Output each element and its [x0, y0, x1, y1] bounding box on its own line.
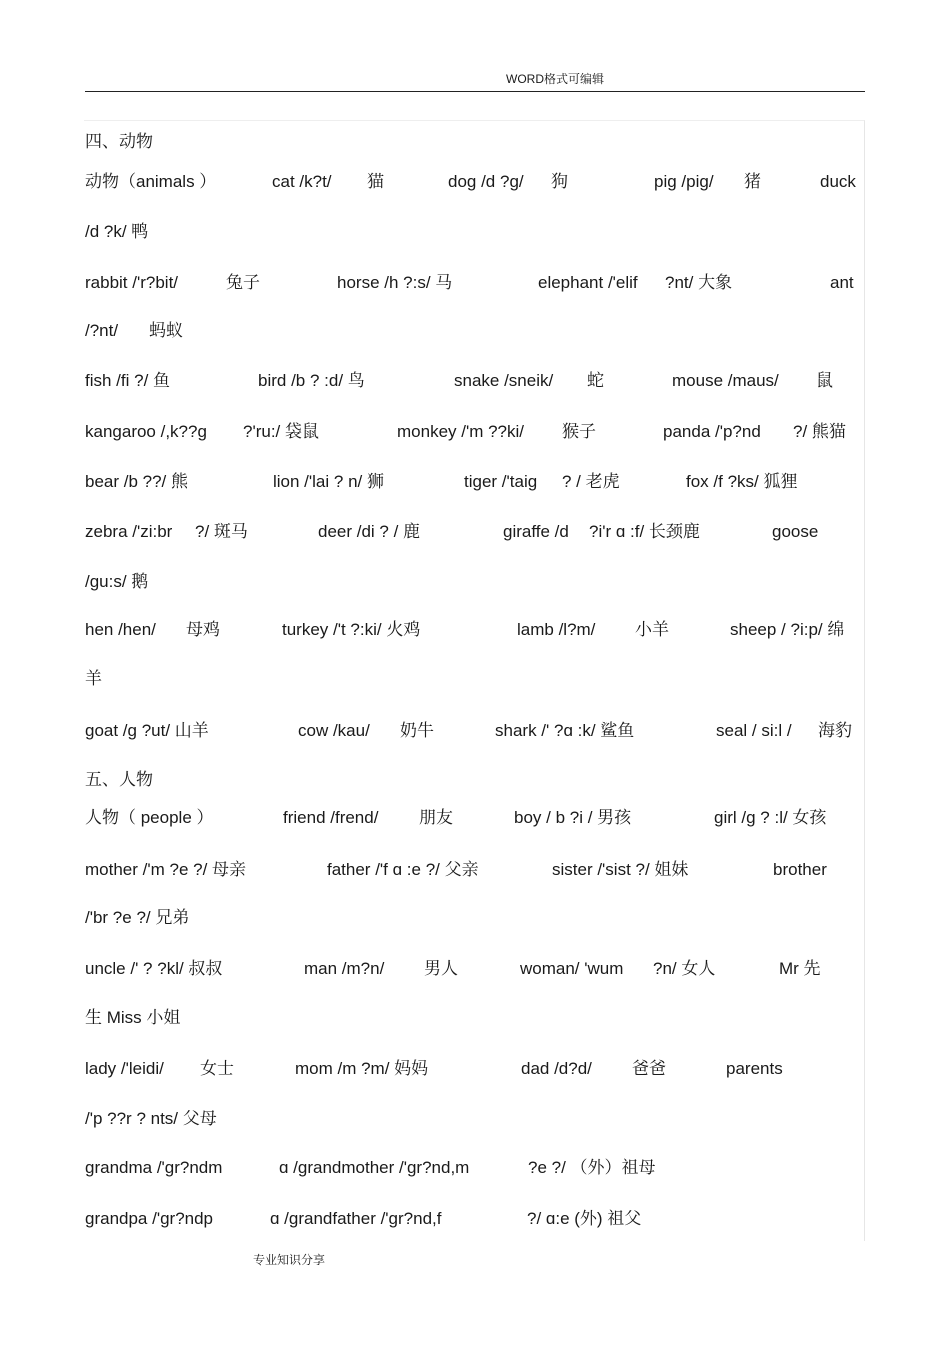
vocab-text: monkey /'m ??ki/ — [397, 422, 525, 441]
vocab-text: /gu:s/ 鹅 — [85, 572, 149, 591]
vocab-text: Mr 先 — [779, 959, 821, 978]
vocab-text: giraffe /d — [503, 522, 569, 541]
vocab-text: ?n/ 女人 — [653, 959, 716, 978]
vocab-text: sister /'sist ?/ 姐妹 — [552, 860, 689, 879]
vocab-text: 人物（ people ） — [85, 808, 214, 827]
vocab-text: 动物（animals ） — [85, 172, 217, 191]
vocab-text: kangaroo /,k??g — [85, 422, 207, 441]
vocab-text: lamb /l?m/ — [517, 620, 596, 639]
vocab-text: girl /g ? :l/ 女孩 — [714, 808, 827, 827]
vocab-text: goose — [772, 522, 819, 541]
vocab-text: dad /d?d/ — [521, 1059, 592, 1078]
vocab-text: goat /g ?ut/ 山羊 — [85, 721, 209, 740]
vocab-text: turkey /'t ?:ki/ 火鸡 — [282, 620, 421, 639]
vocab-text: 男人 — [424, 959, 458, 978]
vocab-text: ?i'r ɑ :f/ 长颈鹿 — [589, 522, 700, 541]
vocab-text: father /'f ɑ :e ?/ 父亲 — [327, 860, 479, 879]
vocab-text: 奶牛 — [400, 721, 434, 740]
vocab-text: boy / b ?i / 男孩 — [514, 808, 632, 827]
vocab-text: duck — [820, 172, 856, 191]
vocab-text: zebra /'zi:br — [85, 522, 173, 541]
vocab-text: 羊 — [85, 669, 102, 688]
vocab-text: 兔子 — [226, 273, 260, 292]
vocab-text: parents — [726, 1059, 783, 1078]
vocab-text: snake /sneik/ — [454, 371, 554, 390]
vocab-text: ?/ 斑马 — [195, 522, 248, 541]
vocab-text: ?/ ɑ:e (外) 祖父 — [527, 1209, 642, 1228]
vocab-text: grandma /'gr?ndm — [85, 1158, 223, 1177]
vocab-text: pig /pig/ — [654, 172, 714, 191]
vocab-text: 猪 — [744, 172, 761, 191]
vocab-text: ɑ /grandmother /'gr?nd,m — [279, 1158, 470, 1177]
vocab-text: deer /di ? / 鹿 — [318, 522, 421, 541]
vocab-text: ant — [830, 273, 854, 292]
vocab-text: 猴子 — [562, 422, 596, 441]
header-text: WORD格式可编辑 — [506, 72, 604, 86]
vocab-text: uncle /' ? ?kl/ 叔叔 — [85, 959, 223, 978]
page-header — [0, 70, 950, 87]
vocab-text: lion /'lai ? n/ 狮 — [273, 472, 384, 491]
vocab-text: man /m?n/ — [304, 959, 385, 978]
vocab-text: ? / 老虎 — [562, 472, 620, 491]
vocab-text: 小羊 — [635, 620, 669, 639]
vocab-text: woman/ 'wum — [520, 959, 624, 978]
vocab-text: 蛇 — [587, 371, 604, 390]
vocab-text: 猫 — [367, 172, 384, 191]
vocab-text: ɑ /grandfather /'gr?nd,f — [270, 1209, 442, 1228]
vocab-text: 爸爸 — [632, 1059, 666, 1078]
vocab-text: mother /'m ?e ?/ 母亲 — [85, 860, 247, 879]
vocab-text: mom /m ?m/ 妈妈 — [295, 1059, 429, 1078]
vocab-text: 四、动物 — [85, 132, 153, 151]
vocab-text: tiger /'taig — [464, 472, 538, 491]
vocab-text: 鼠 — [816, 371, 833, 390]
vocab-text: grandpa /'gr?ndp — [85, 1209, 214, 1228]
vocab-text: /d ?k/ 鸭 — [85, 222, 149, 241]
vocab-text: ?/ 熊猫 — [793, 422, 846, 441]
header-rule — [85, 91, 865, 92]
vocab-text: panda /'p?nd — [663, 422, 761, 441]
vocab-text: rabbit /'r?bit/ — [85, 273, 179, 292]
vocab-text: seal / si:l / — [716, 721, 792, 740]
vocab-text: 母鸡 — [186, 620, 220, 639]
vocab-text: ?'ru:/ 袋鼠 — [243, 422, 319, 441]
vocab-text: lady /'leidi/ — [85, 1059, 164, 1078]
vocab-text: ?e ?/ （外）祖母 — [528, 1158, 656, 1177]
vocab-text: 狗 — [551, 172, 568, 191]
vocab-text: sheep / ?i:p/ 绵 — [730, 620, 845, 639]
vocab-text: mouse /maus/ — [672, 371, 779, 390]
vocab-text: bear /b ??/ 熊 — [85, 472, 189, 491]
vocab-text: /?nt/ — [85, 321, 119, 340]
vocab-text: horse /h ?:s/ 马 — [337, 273, 453, 292]
vocab-text: /'br ?e ?/ 兄弟 — [85, 908, 190, 927]
vocab-text: friend /frend/ — [283, 808, 379, 827]
vocab-text: fish /fi ?/ 鱼 — [85, 371, 171, 390]
vocab-text: cat /k?t/ — [272, 172, 332, 191]
vocab-text: elephant /'elif — [538, 273, 638, 292]
vocab-text: fox /f ?ks/ 狐狸 — [686, 472, 798, 491]
vocab-text: 蚂蚁 — [149, 321, 183, 340]
vocab-text: 女士 — [200, 1059, 234, 1078]
vocab-text: dog /d ?g/ — [448, 172, 524, 191]
vocab-text: brother — [773, 860, 827, 879]
vocab-text: 生 Miss 小姐 — [85, 1008, 181, 1027]
vocab-text: 五、人物 — [85, 770, 153, 789]
vocab-text: shark /' ?ɑ :k/ 鲨鱼 — [495, 721, 635, 740]
vocab-text: bird /b ? :d/ 鸟 — [258, 371, 365, 390]
vocab-text: 朋友 — [419, 808, 453, 827]
vocab-text: /'p ??r ? nts/ 父母 — [85, 1109, 217, 1128]
vocab-text: ?nt/ 大象 — [665, 273, 733, 292]
vocab-text: hen /hen/ — [85, 620, 156, 639]
vocab-text: cow /kau/ — [298, 721, 370, 740]
page-footer: 专业知识分享 — [253, 1253, 326, 1267]
vocab-text: 海豹 — [818, 721, 852, 740]
